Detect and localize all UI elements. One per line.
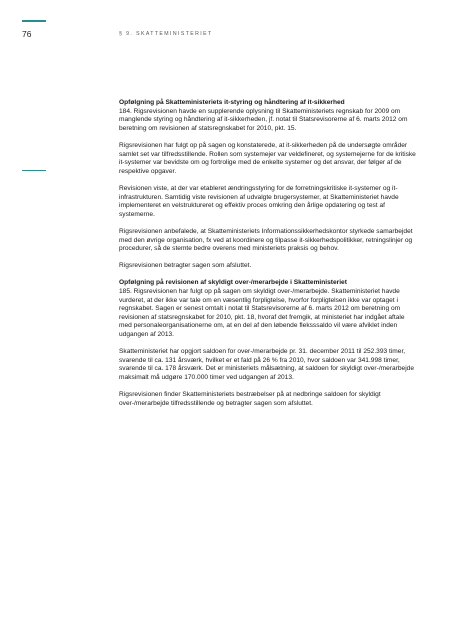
margin-accent-rule bbox=[22, 170, 46, 171]
section-2-paragraph-2: Skatteministeriet har opgjort saldoen for over-/merarbejde pr. 31. december 2011 til 252.393 timer, svarende til ca. 131 årsværk, hvilket er et fald på 26 % fra 2010, hvor saldoen var 341.998 timer, svarende til ca. 178 årsværk. Det er ministeriets målsætning, at saldoen for skyldigt over-/merarbejde maksimalt må udgøre 170.000 timer ved udgangen af 2013. bbox=[119, 348, 415, 381]
section-2-paragraph-1 bbox=[119, 279, 419, 339]
body-text bbox=[119, 99, 419, 417]
page-number: 76 bbox=[22, 29, 32, 39]
section-1-paragraph-2: Rigsrevisionen har fulgt op på sagen og konstaterede, at it-sikkerheden på de undersøgte områder samlet set var tilfredsstillende. Rollen som systemejer var veldefineret, og systemejerne for de kritiske it-systemer var bevidste om og fortrolige med de enkelte systemer og det ansvar, der følger af de respektive opgaver. bbox=[119, 141, 416, 175]
running-head: § 9. SKATTEMINISTERIET bbox=[119, 31, 213, 37]
paragraph-text: 185. Rigsrevisionen har fulgt op på sagen om skyldigt over-/merarbejde. Skatteministeriet havde vurderet, at der ikke var tale om en væsentlig forpligtelse, hvorfor forpligtelsen ikke var optaget i regnskabet. Sagen er senest omtalt i notat til Statsrevisorerne af 6. marts 2012 om beretning om revisionen af statsregnskabet for 2010, pkt. 18, hvoraf det fremgik, at ministeriet har indgået aftale med personaleorganisationerne om, at en del af den løbende fleksssaldo vil være afviklet inden udgangen af 2013. bbox=[119, 288, 405, 339]
section-2-heading: Opfølgning på revisionen af skyldigt over-/merarbejde i Skatteministeriet bbox=[119, 279, 347, 287]
section-1-paragraph-1 bbox=[119, 99, 419, 133]
section-1-paragraph-3: Revisionen viste, at der var etableret ændringsstyring for de forretningskritiske it-systemer og it-infrastrukturen. Samtidig viste revisionen af udvalgte brugersystemer, at Skatteministeriet havde implementeret en velstruktureret og effektiv proces omkring den årlige opdatering og test af systemerne. bbox=[119, 184, 399, 218]
section-1-paragraph-4: Rigsrevisionen anbefalede, at Skatteministeriets Informationssikkerhedskontor styrkede samarbejdet med den øvrige organisation, fx ved at koordinere og tilpasse it-sikkerhedspolitikker, retningslinjer og procedurer, så de stemte bedre overens med ministeriets praksis og behov. bbox=[119, 227, 413, 253]
paragraph-text: 184. Rigsrevisionen havde en supplerende oplysning til Skatteministeriets regnskab for 2009 om manglende styring og håndtering af it-sikkerheden, jf. notat til Statsrevisorerne af 6. marts 2012 om beretning om revisionen af statsregnskabet for 2010, pkt. 15. bbox=[119, 107, 408, 132]
section-1-paragraph-5: Rigsrevisionen betragter sagen som afsluttet. bbox=[119, 262, 252, 270]
top-accent-rule bbox=[22, 20, 46, 22]
section-1-heading: Opfølgning på Skatteministeriets it-styring og håndtering af it-sikkerhed bbox=[119, 99, 345, 106]
section-2-paragraph-3: Rigsrevisionen finder Skatteministeriets bestræbelser på at nedbringe saldoen for skyldigt over-/merarbejde tilfredsstillende og betragter sagen som afsluttet. bbox=[119, 391, 381, 407]
